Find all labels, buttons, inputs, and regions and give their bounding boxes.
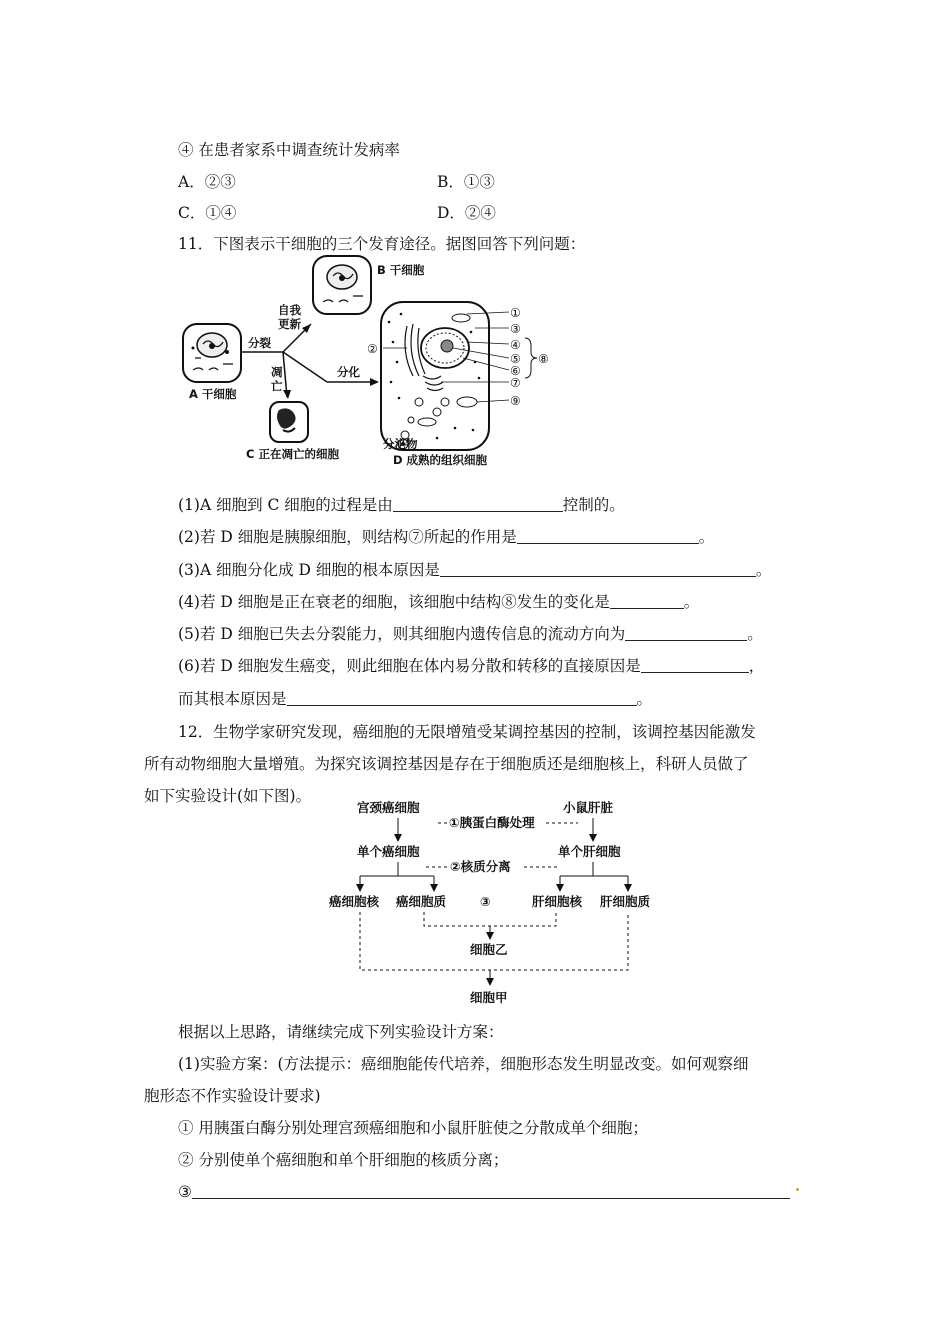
flow-single-cancer: 单个癌细胞 (357, 844, 420, 859)
experiment-flowchart (320, 796, 660, 1012)
q11-sub-2: (2)若 D 细胞是胰腺细胞，则结构⑦所起的作用是 。 (178, 528, 715, 546)
flow-liver-nucleus: 肝细胞核 (532, 894, 583, 909)
label-3: ③ (510, 322, 521, 336)
label-4: ④ (510, 338, 521, 352)
flow-cell-jia: 细胞甲 (470, 990, 508, 1005)
cell-a (183, 324, 241, 382)
q10-item-4: ④ 在患者家系中调查统计发病率 (178, 141, 400, 159)
q11-sub-3: (3)A 细胞分化成 D 细胞的根本原因是 。 (178, 561, 772, 579)
q12-step-1: ① 用胰蛋白酶分别处理宫颈癌细胞和小鼠肝脏使之分散成单个细胞； (178, 1119, 648, 1137)
divide-label: 分裂 (248, 336, 271, 350)
cell-b (313, 256, 371, 314)
label-1: ① (510, 306, 521, 320)
q12-stem-3: 如下实验设计(如下图)。 (144, 787, 312, 805)
q11-sub-1: (1)A 细胞到 C 细胞的过程是由 控制的。 (178, 496, 625, 514)
flow-cervical: 宫颈癌细胞 (357, 800, 420, 815)
flow-cancer-cytoplasm: 癌细胞质 (396, 894, 447, 909)
answer-blank-4[interactable] (610, 592, 684, 609)
flow-step-1: ①胰蛋白酶处理 (449, 815, 535, 830)
flow-step-3: ③ (480, 894, 491, 909)
label-9: ⑨ (510, 394, 521, 408)
flow-cell-yi: 细胞乙 (470, 942, 508, 957)
q11-sub-6b: 而其根本原因是 。 (178, 690, 653, 708)
q10-option-b: B．①③ (437, 173, 495, 191)
differentiate-label: 分化 (337, 365, 360, 379)
flow-single-liver: 单个肝细胞 (558, 844, 621, 859)
cell-c (270, 402, 308, 442)
q12-stem-1: 12．生物学家研究发现，癌细胞的无限增殖受某调控基因的控制，该调控基因能激发 (178, 723, 756, 741)
answer-blank-1[interactable] (393, 495, 563, 512)
cell-b-label: B 干细胞 (377, 263, 425, 277)
self-renew-label-2: 更新 (278, 317, 301, 331)
q11-stem: 11．下图表示干细胞的三个发育途径。据图回答下列问题： (178, 235, 586, 253)
answer-blank-7[interactable] (287, 689, 637, 706)
q12-stem-2: 所有动物细胞大量增殖。为探究该调控基因是存在于细胞质还是细胞核上，科研人员做了 (144, 755, 749, 773)
q12-step-3: ③ (178, 1182, 790, 1202)
answer-blank-6[interactable] (641, 656, 749, 673)
cell-d (381, 302, 489, 450)
flow-step-2: ②核质分离 (450, 859, 511, 874)
q11-sub-5: (5)若 D 细胞已失去分裂能力，则其细胞内遗传信息的流动方向为 。 (178, 625, 763, 643)
q11-sub-6: (6)若 D 细胞发生癌变，则此细胞在体内易分散和转移的直接原因是 ， (178, 657, 765, 675)
q10-option-c: C．①④ (178, 204, 237, 222)
label-6: ⑥ (510, 364, 521, 378)
q12-plan-1: (1)实验方案：(方法提示：癌细胞能传代培养，细胞形态发生明显改变。如何观察细 (178, 1055, 749, 1073)
label-2: ② (367, 342, 378, 356)
apoptosis-label-2: 亡 (271, 379, 283, 393)
answer-blank-5[interactable] (625, 624, 747, 641)
cell-a-label: A 干细胞 (189, 387, 237, 401)
stem-cell-figure (175, 252, 565, 470)
answer-blank-8[interactable] (192, 1182, 790, 1199)
label-7: ⑦ (510, 376, 521, 390)
answer-blank-3[interactable] (440, 560, 756, 577)
q12-plan-2: 胞形态不作实验设计要求) (144, 1087, 321, 1105)
q10-option-d: D．②④ (437, 204, 496, 222)
yellow-dot (796, 1188, 799, 1191)
flow-cancer-nucleus: 癌细胞核 (329, 894, 380, 909)
secretion-label: 分泌物 (383, 437, 418, 451)
flow-liver-cytoplasm: 肝细胞质 (600, 894, 651, 909)
flow-liver: 小鼠肝脏 (563, 800, 614, 815)
q12-continue: 根据以上思路，请继续完成下列实验设计方案： (178, 1023, 504, 1041)
answer-blank-2[interactable] (517, 527, 699, 544)
cell-c-label: C 正在凋亡的细胞 (246, 447, 339, 461)
label-5: ⑤ (510, 352, 521, 366)
q10-option-a: A．②③ (178, 173, 236, 191)
q12-step-2: ② 分别使单个癌细胞和单个肝细胞的核质分离； (178, 1151, 509, 1169)
cell-d-label: D 成熟的组织细胞 (393, 453, 488, 467)
apoptosis-label-1: 凋 (271, 365, 283, 379)
self-renew-label-1: 自我 (278, 303, 301, 317)
label-8: ⑧ (538, 352, 549, 366)
q11-sub-4: (4)若 D 细胞是正在衰老的细胞，该细胞中结构⑧发生的变化是 。 (178, 593, 700, 611)
